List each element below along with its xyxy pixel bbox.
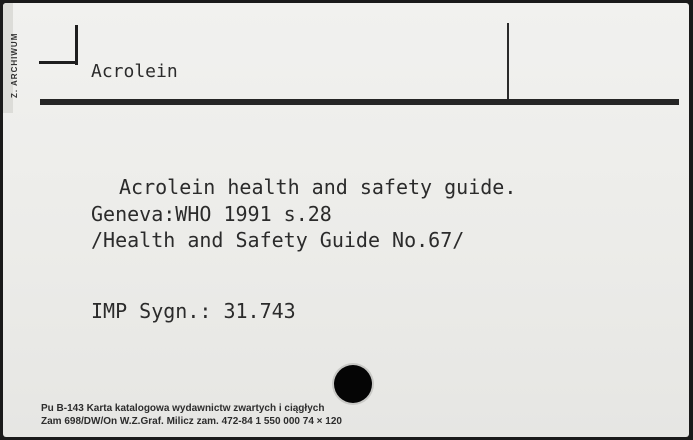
header-divider [507, 23, 509, 99]
card-heading: Acrolein [91, 61, 178, 82]
footer-line-1: Pu B-143 Karta katalogowa wydawnictw zwartych i ciągłych [41, 403, 325, 414]
series-line: /Health and Safety Guide No.67/ [91, 228, 465, 252]
call-number: IMP Sygn.: 31.743 [91, 299, 296, 323]
publication-line: Geneva:WHO 1991 s.28 [91, 202, 332, 226]
side-strip [3, 3, 19, 113]
corner-mark-vertical [75, 25, 78, 65]
title-line: Acrolein health and safety guide. [119, 175, 517, 199]
heading-rule [40, 99, 679, 105]
footer-line-2: Zam 698/DW/On W.Z.Graf. Milicz zam. 472-84 1 550 000 74 × 120 [41, 416, 342, 427]
punch-hole [334, 365, 372, 403]
catalog-card [3, 3, 689, 437]
corner-mark-horizontal [39, 61, 78, 64]
side-stamp-text: Z. ARCHIWUM [10, 32, 19, 98]
